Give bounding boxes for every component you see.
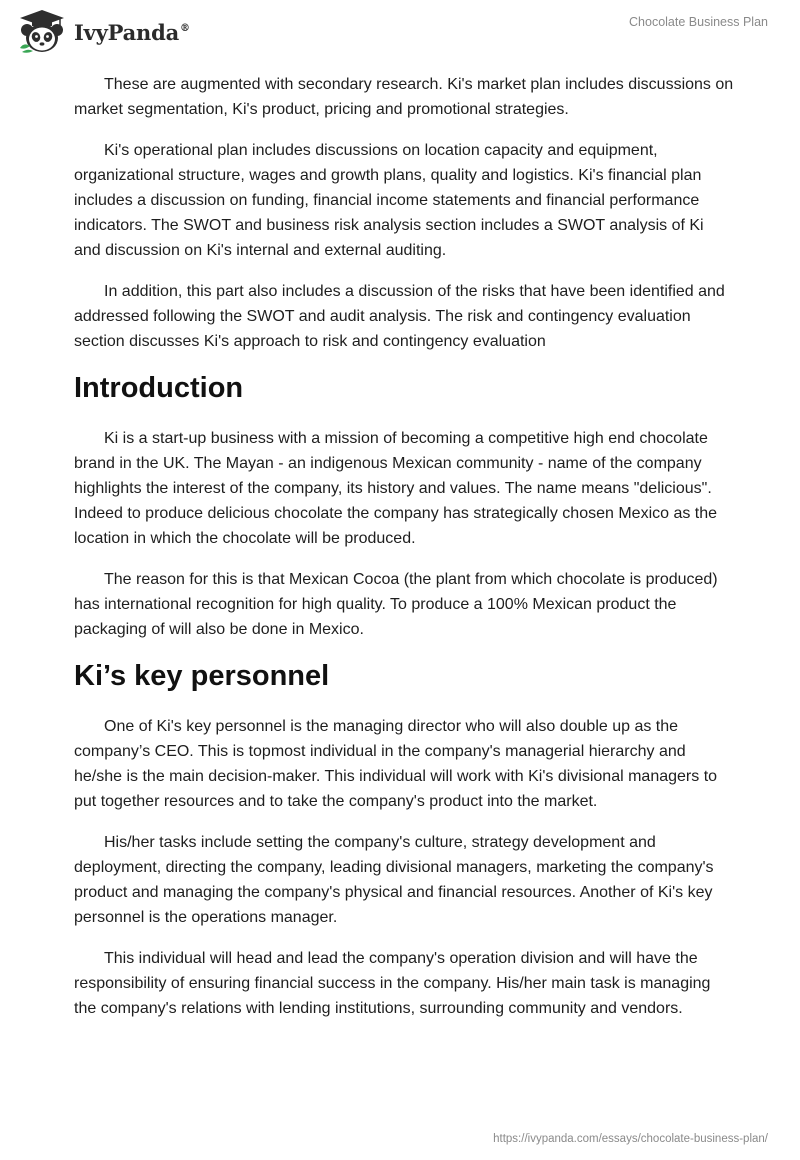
body-paragraph: Ki is a start-up business with a mission of becoming a competitive high end chocolate brand in the UK. The Mayan - an indigenous Mexican community - name of the company highlights the interest of the company, its history and values. The name means "delicious". Indeed to produce delicious chocolate the company has strategically chosen Mexico as the location in which the chocolate will be produced. (74, 430, 718, 547)
body-paragraph: These are augmented with secondary research. Ki's market plan includes discussions on market segmentation, Ki's product, pricing and promotional strategies. (74, 76, 734, 118)
body-paragraph: This individual will head and lead the company's operation division and will have the responsibility of ensuring financial success in the company. His/her main task is managing the company's relations with lending institutions, surrounding community and vendors. (74, 950, 711, 1017)
logo-wordmark: IvyPanda® (74, 19, 190, 45)
panda-graduate-icon (16, 8, 68, 54)
section-heading-key-personnel: Ki’s key personnel (74, 660, 330, 692)
source-url-link[interactable]: https://ivypanda.com/essays/chocolate-business-plan/ (493, 1133, 768, 1145)
document-title: Chocolate Business Plan (629, 15, 768, 29)
body-paragraph: Ki's operational plan includes discussions on location capacity and equipment, organizational structure, wages and growth plans, quality and logistics. Ki's financial plan includes a discussion on funding, financial income statements and financial performance indicators. The SWOT and business risk analysis section includes a SWOT analysis of Ki and discussion on Ki's internal and external auditing. (74, 142, 704, 259)
body-paragraph: In addition, this part also includes a discussion of the risks that have been identified and addressed following the SWOT and audit analysis. The risk and contingency evaluation section discusses Ki's approach to risk and contingency evaluation (74, 283, 725, 350)
page-header (0, 0, 800, 64)
ivypanda-logo[interactable] (16, 8, 190, 54)
body-paragraph: One of Ki's key personnel is the managing director who will also double up as the company’s CEO. This is topmost individual in the company's managerial hierarchy and he/she is the main decision-maker. This individual will work with Ki's divisional managers to put together resources and to take the company's product into the market. (74, 718, 718, 810)
body-paragraph: The reason for this is that Mexican Cocoa (the plant from which chocolate is produced) has international recognition for high quality. To produce a 100% Mexican product the packaging of will also be done in Mexico. (74, 571, 718, 638)
body-paragraph: His/her tasks include setting the company's culture, strategy development and deployment, directing the company, leading divisional managers, marketing the company's product and managing the company's physical and financial resources. Another of Ki's key personnel is the operations manager. (74, 834, 714, 926)
section-heading-introduction: Introduction (74, 372, 244, 404)
article-content (74, 72, 734, 1037)
